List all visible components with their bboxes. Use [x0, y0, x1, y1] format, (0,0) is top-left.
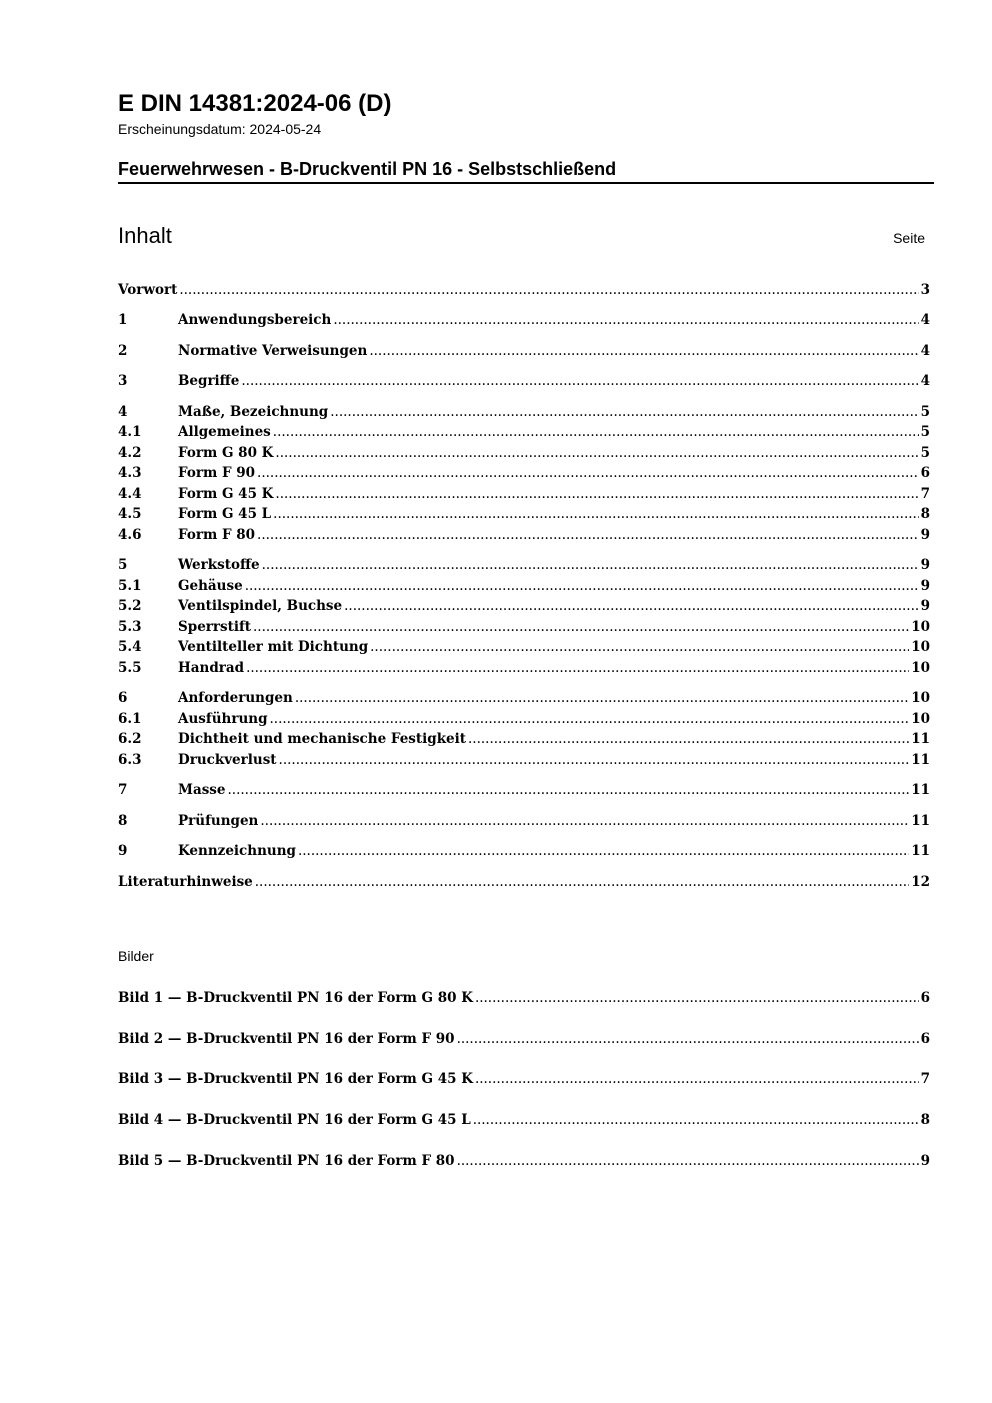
- toc-entry-label: Maße, Bezeichnung: [178, 404, 329, 420]
- dot-leader: [475, 1069, 919, 1089]
- toc-entry-number: 2: [118, 343, 128, 359]
- toc-entry-number: 5.2: [118, 598, 142, 614]
- toc-entry-5-5[interactable]: [118, 658, 930, 678]
- toc-entry-number: 5.1: [118, 578, 142, 594]
- toc-entry-4-4[interactable]: [118, 484, 930, 504]
- toc-entry-label: Anforderungen: [178, 690, 293, 706]
- toc-entry-number: 9: [118, 843, 128, 859]
- toc-entry-label: Dichtheit und mechanische Festigkeit: [178, 731, 467, 747]
- toc-entry-8[interactable]: [118, 811, 930, 831]
- toc-entry-page: 5: [920, 404, 930, 420]
- toc-entry-label: Prüfungen: [178, 813, 259, 829]
- figure-entry-4[interactable]: [118, 1110, 930, 1130]
- toc-entry-page: 6: [920, 465, 930, 481]
- dot-leader: [227, 780, 909, 800]
- toc-entry-page: 11: [911, 843, 930, 859]
- dot-leader: [279, 750, 910, 770]
- toc-entry-page: 5: [920, 424, 930, 440]
- toc-entry-label: Ventilteller mit Dichtung: [178, 639, 369, 655]
- toc-entry-6-1[interactable]: [118, 709, 930, 729]
- toc-entry-number: 6.2: [118, 731, 142, 747]
- toc-entry-label: Ausführung: [178, 711, 268, 727]
- toc-entry-4-3[interactable]: [118, 463, 930, 483]
- dot-leader: [457, 1029, 919, 1049]
- toc-entry-number: 7: [118, 782, 128, 798]
- dot-leader: [475, 988, 919, 1008]
- toc-entry-label: Form G 45 K: [178, 486, 274, 502]
- toc-entry-number: 6.3: [118, 752, 142, 768]
- figure-entry-page: 7: [920, 1071, 930, 1087]
- figure-entry-label: Bild 4 — B-Druckventil PN 16 der Form G 45 L: [118, 1112, 471, 1128]
- toc-entry-number: 5.3: [118, 619, 142, 635]
- toc-entry-page: 3: [920, 282, 930, 298]
- toc-entry-number: 4.4: [118, 486, 142, 502]
- figure-entry-label: Bild 2 — B-Druckventil PN 16 der Form F 90: [118, 1031, 455, 1047]
- toc-entry-number: 1: [118, 312, 128, 328]
- toc-entry-1[interactable]: [118, 310, 930, 330]
- figure-entry-2[interactable]: [118, 1029, 930, 1049]
- publication-date: Erscheinungsdatum: 2024-05-24: [118, 121, 322, 137]
- dot-leader: [344, 596, 918, 616]
- toc-entry-9[interactable]: [118, 841, 930, 861]
- dot-leader: [468, 729, 909, 749]
- toc-entry-6-2[interactable]: [118, 729, 930, 749]
- toc-entry-7[interactable]: [118, 780, 930, 800]
- toc-entry-number: 3: [118, 373, 128, 389]
- toc-entry-page: 7: [920, 486, 930, 502]
- dot-leader: [298, 841, 909, 861]
- toc-entry-label: Form G 45 L: [178, 506, 272, 522]
- toc-entry-label: Handrad: [178, 660, 245, 676]
- toc-entry-page: 4: [920, 312, 930, 328]
- toc-entry-number: 4: [118, 404, 128, 420]
- toc-entry-label: Anwendungsbereich: [178, 312, 332, 328]
- dot-leader: [473, 1110, 919, 1130]
- toc-entry-page: 9: [920, 557, 930, 573]
- figure-entry-label: Bild 5 — B-Druckventil PN 16 der Form F 80: [118, 1153, 455, 1169]
- toc-entry-number: 5.4: [118, 639, 142, 655]
- toc-entry-page: 9: [920, 598, 930, 614]
- dot-leader: [245, 576, 919, 596]
- figures-heading: Bilder: [118, 948, 154, 964]
- dot-leader: [260, 811, 909, 831]
- toc-entry-5-3[interactable]: [118, 617, 930, 637]
- dot-leader: [275, 443, 918, 463]
- toc-entry-4-2[interactable]: [118, 443, 930, 463]
- toc-entry-4[interactable]: [118, 402, 930, 422]
- page-column-label: Seite: [893, 230, 925, 246]
- figure-entry-label: Bild 3 — B-Druckventil PN 16 der Form G 45 K: [118, 1071, 473, 1087]
- toc-entry-number: 6.1: [118, 711, 142, 727]
- toc-entry-literaturhinweise[interactable]: [118, 872, 930, 892]
- dot-leader: [333, 310, 918, 330]
- toc-entry-4-1[interactable]: [118, 422, 930, 442]
- toc-entry-label: Werkstoffe: [178, 557, 260, 573]
- figure-entry-1[interactable]: [118, 988, 930, 1008]
- toc-entry-page: 10: [911, 639, 930, 655]
- dot-leader: [330, 402, 918, 422]
- toc-entry-vorwort[interactable]: [118, 280, 930, 300]
- toc-entry-page: 11: [911, 782, 930, 798]
- toc-entry-page: 10: [911, 660, 930, 676]
- figure-entry-page: 8: [920, 1112, 930, 1128]
- dot-leader: [270, 709, 910, 729]
- toc-entry-page: 11: [911, 752, 930, 768]
- toc-entry-label: Allgemeines: [178, 424, 271, 440]
- dot-leader: [273, 422, 919, 442]
- toc-entry-6-3[interactable]: [118, 750, 930, 770]
- figure-entry-page: 6: [920, 990, 930, 1006]
- dot-leader: [457, 1151, 919, 1171]
- title-divider: [118, 182, 934, 184]
- toc-entry-label: Form F 90: [178, 465, 256, 481]
- toc-entry-number: 4.6: [118, 527, 142, 543]
- dot-leader: [253, 617, 909, 637]
- dot-leader: [275, 484, 918, 504]
- figure-entry-5[interactable]: [118, 1151, 930, 1171]
- toc-entry-4-6[interactable]: [118, 525, 930, 545]
- dot-leader: [257, 463, 919, 483]
- dot-leader: [257, 525, 919, 545]
- toc-entry-label: Form F 80: [178, 527, 256, 543]
- toc-entry-page: 4: [920, 373, 930, 389]
- dot-leader: [295, 688, 909, 708]
- toc-entry-page: 10: [911, 711, 930, 727]
- dot-leader: [370, 637, 909, 657]
- toc-entry-page: 9: [920, 527, 930, 543]
- document-title: Feuerwehrwesen - B-Druckventil PN 16 - Selbstschließend: [118, 159, 617, 179]
- dot-leader: [246, 658, 909, 678]
- toc-entry-number: 4.1: [118, 424, 142, 440]
- figure-entry-3[interactable]: [118, 1069, 930, 1089]
- toc-entry-page: 11: [911, 731, 930, 747]
- dot-leader: [369, 341, 918, 361]
- toc-entry-number: 6: [118, 690, 128, 706]
- dot-leader: [273, 504, 918, 524]
- toc-entry-number: 4.5: [118, 506, 142, 522]
- toc-entry-label: Druckverlust: [178, 752, 277, 768]
- toc-entry-label: Vorwort: [118, 282, 178, 298]
- toc-entry-number: 4.2: [118, 445, 142, 461]
- toc-entry-5-1[interactable]: [118, 576, 930, 596]
- toc-entry-page: 5: [920, 445, 930, 461]
- toc-entry-page: 11: [911, 813, 930, 829]
- dot-leader: [179, 280, 918, 300]
- toc-entry-5-2[interactable]: [118, 596, 930, 616]
- toc-entry-page: 10: [911, 619, 930, 635]
- toc-entry-label: Normative Verweisungen: [178, 343, 368, 359]
- toc-entry-2[interactable]: [118, 341, 930, 361]
- toc-entry-page: 12: [911, 874, 930, 890]
- document-id: E DIN 14381:2024-06 (D): [118, 90, 392, 117]
- toc-entry-5-4[interactable]: [118, 637, 930, 657]
- toc-entry-3[interactable]: [118, 371, 930, 391]
- toc-entry-5[interactable]: [118, 555, 930, 575]
- toc-entry-number: 5.5: [118, 660, 142, 676]
- dot-leader: [262, 555, 919, 575]
- toc-entry-number: 8: [118, 813, 128, 829]
- toc-entry-label: Gehäuse: [178, 578, 243, 594]
- toc-entry-label: Kennzeichnung: [178, 843, 296, 859]
- toc-entry-page: 9: [920, 578, 930, 594]
- toc-entry-6[interactable]: [118, 688, 930, 708]
- toc-heading: Inhalt: [118, 223, 172, 248]
- toc-entry-number: 4.3: [118, 465, 142, 481]
- figure-entry-page: 9: [920, 1153, 930, 1169]
- toc-entry-label: Masse: [178, 782, 226, 798]
- toc-entry-label: Form G 80 K: [178, 445, 274, 461]
- toc-entry-label: Literaturhinweise: [118, 874, 253, 890]
- toc-entry-page: 10: [911, 690, 930, 706]
- toc-entry-label: Sperrstift: [178, 619, 252, 635]
- dot-leader: [255, 872, 909, 892]
- toc-entry-number: 5: [118, 557, 128, 573]
- figure-entry-label: Bild 1 — B-Druckventil PN 16 der Form G 80 K: [118, 990, 473, 1006]
- figure-entry-page: 6: [920, 1031, 930, 1047]
- dot-leader: [241, 371, 918, 391]
- toc-entry-page: 8: [920, 506, 930, 522]
- toc-entry-label: Ventilspindel, Buchse: [178, 598, 343, 614]
- toc-entry-page: 4: [920, 343, 930, 359]
- toc-entry-4-5[interactable]: [118, 504, 930, 524]
- toc-entry-label: Begriffe: [178, 373, 240, 389]
